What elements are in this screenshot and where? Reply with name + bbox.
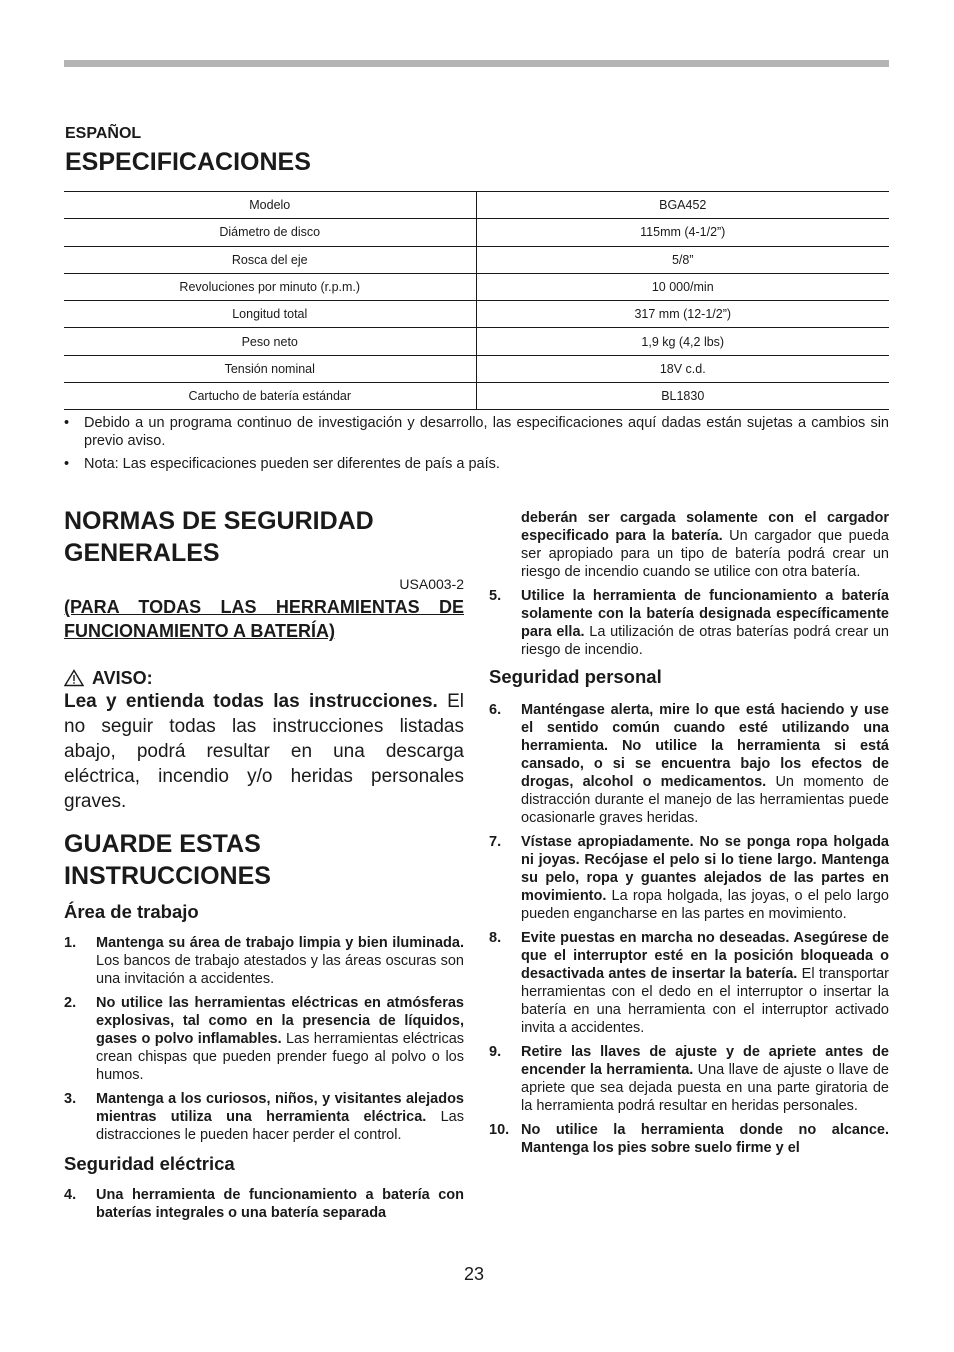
spec-value: BL1830	[476, 383, 889, 410]
seguridad-personal-heading: Seguridad personal	[489, 666, 662, 687]
item-text: Los bancos de trabajo atestados y las áreas oscuras son una invitación a accidentes.	[96, 953, 464, 987]
item-number: 8.	[489, 930, 502, 946]
item-number: 6.	[489, 702, 502, 718]
table-row	[64, 301, 889, 328]
specs-title: ESPECIFICACIONES	[65, 148, 311, 176]
spec-value: 18V c.d.	[476, 355, 889, 382]
list-item	[64, 934, 464, 988]
item-bold: Vístase apropiadamente. No se ponga ropa holgada ni joyas. Recójase el pelo si lo tiene largo. Mantenga su pelo, ropa y guantes alejados de las partes en movimiento.	[521, 834, 889, 904]
item-bold: Mantenga a los curiosos, niños, y visitantes alejados mientras utiliza una herramienta eléctrica.	[96, 1091, 464, 1125]
list-item	[489, 929, 889, 1037]
table-row	[64, 192, 889, 219]
item-number: 9.	[489, 1044, 502, 1060]
item-number: 3.	[64, 1091, 77, 1107]
guarde-title	[64, 828, 464, 892]
right-column	[489, 509, 889, 1163]
spec-label: Tensión nominal	[64, 355, 476, 382]
item-number: 2.	[64, 995, 77, 1011]
top-rule	[64, 60, 889, 67]
list-item	[64, 994, 464, 1084]
list-item	[64, 1186, 464, 1222]
page-number: 23	[464, 1264, 485, 1284]
warning-triangle-icon	[64, 669, 84, 687]
item-text: La utilización de otras baterías podrá crear un riesgo de incendio.	[521, 624, 889, 658]
language-label: ESPAÑOL	[65, 125, 142, 142]
aviso-label: AVISO:	[92, 668, 153, 688]
table-row	[64, 328, 889, 355]
spec-value: 317 mm (12-1/2”)	[476, 301, 889, 328]
item-bold: Utilice la herramienta de funcionamiento a batería solamente con la batería designada específicamente para ella.	[521, 588, 889, 640]
spec-value: 5/8”	[476, 246, 889, 273]
item-bold: No utilice las herramientas eléctricas en atmósferas explosivas, tal como en la presencia de líquidos, gases o polvo inflamables.	[96, 995, 464, 1047]
normas-title-line2: GENERALES	[64, 539, 220, 567]
normas-subtitle-line2: FUNCIONAMIENTO A BATERÍA)	[64, 621, 335, 641]
table-row	[64, 246, 889, 273]
list-item	[489, 587, 889, 659]
spec-label: Rosca del eje	[64, 246, 476, 273]
guarde-title-line1: GUARDE ESTAS	[64, 830, 261, 858]
list-item	[64, 1090, 464, 1144]
table-row	[64, 355, 889, 382]
table-row	[64, 219, 889, 246]
note-item	[64, 414, 889, 450]
item-text: Un momento de distracción durante el manejo de las herramientas puede ocasionarle graves heridas.	[521, 774, 889, 826]
item-text: Un cargador que pueda ser apropiado para un tipo de batería podrá crear un riesgo de incendio cuando se utilice con otra batería.	[521, 528, 889, 580]
document-code: USA003-2	[399, 576, 464, 592]
list-item	[489, 1043, 889, 1115]
item-number: 7.	[489, 834, 502, 850]
item-bold: Evite puestas en marcha no deseadas. Asegúrese de que el interruptor esté en la posición bloqueada o desactivada antes de insertar la batería.	[521, 930, 889, 982]
aviso-heading	[64, 667, 464, 689]
spec-value: BGA452	[476, 192, 889, 219]
item-number: 5.	[489, 588, 502, 604]
normas-title-line1: NORMAS DE SEGURIDAD	[64, 507, 374, 535]
spec-label: Peso neto	[64, 328, 476, 355]
spec-label: Modelo	[64, 192, 476, 219]
guarde-title-line2: INSTRUCCIONES	[64, 862, 271, 890]
item-bold: Retire las llaves de ajuste y de apriete antes de encender la herramienta.	[521, 1044, 889, 1078]
list-item-continuation	[489, 509, 889, 581]
area-trabajo-heading: Área de trabajo	[64, 901, 199, 922]
left-column	[64, 505, 464, 1228]
normas-subtitle-line1: (PARA TODAS LAS HERRAMIENTAS DE	[64, 597, 464, 617]
spec-value: 10 000/min	[476, 273, 889, 300]
item-text: El transportar herramientas con el dedo en el interruptor o insertar la batería en una herramienta con el interruptor activado invita a accidentes.	[521, 966, 889, 1036]
note-text: Nota: Las especificaciones pueden ser diferentes de país a país.	[84, 456, 500, 472]
list-item	[489, 1121, 889, 1157]
aviso-text	[64, 689, 464, 814]
bullet: •	[64, 456, 70, 472]
spec-label: Longitud total	[64, 301, 476, 328]
item-bold: No utilice la herramienta donde no alcance. Mantenga los pies sobre suelo firme y el	[521, 1122, 889, 1156]
bullet: •	[64, 415, 70, 431]
item-text: Las distracciones le pueden hacer perder el control.	[96, 1109, 464, 1143]
normas-title	[64, 505, 464, 569]
note-text: Debido a un programa continuo de investigación y desarrollo, las especificaciones aquí dadas están sujetas a cambios sin previo aviso.	[84, 415, 889, 449]
item-text: La ropa holgada, las joyas, o el pelo largo pueden engancharse en las partes en movimiento.	[521, 888, 889, 922]
item-number: 1.	[64, 935, 77, 951]
item-text: Las herramientas eléctricas crean chispas que pueden prender fuego al polvo o los humos.	[96, 1031, 465, 1083]
aviso-body: El no seguir todas las instrucciones listadas abajo, podrá resultar en una descarga eléctrica, incendio y/o heridas personales graves.	[64, 691, 464, 812]
item-bold: Mantenga su área de trabajo limpia y bien iluminada.	[96, 935, 464, 951]
spec-value: 1,9 kg (4,2 lbs)	[476, 328, 889, 355]
specs-notes	[64, 414, 889, 478]
item-bold: Una herramienta de funcionamiento a batería con baterías integrales o una batería separada	[96, 1187, 464, 1221]
item-bold: deberán ser cargada solamente con el cargador especificado para la batería.	[521, 510, 889, 544]
list-item	[489, 833, 889, 923]
note-item	[64, 455, 889, 473]
item-number: 10.	[489, 1122, 510, 1138]
seguridad-electrica-heading: Seguridad eléctrica	[64, 1153, 235, 1174]
spec-value: 115mm (4-1/2”)	[476, 219, 889, 246]
table-row	[64, 383, 889, 410]
spec-label: Revoluciones por minuto (r.p.m.)	[64, 273, 476, 300]
item-number: 4.	[64, 1187, 77, 1203]
spec-label: Cartucho de batería estándar	[64, 383, 476, 410]
table-row	[64, 273, 889, 300]
aviso-bold: Lea y entienda todas las instrucciones.	[64, 691, 438, 712]
specs-table	[64, 191, 889, 410]
spec-label: Diámetro de disco	[64, 219, 476, 246]
item-text: Una llave de ajuste o llave de apriete que sea dejada puesta en una parte giratoria de la herramienta podrá resultar en heridas personales.	[521, 1062, 889, 1114]
item-bold: Manténgase alerta, mire lo que está haciendo y use el sentido común cuando esté utilizando una herramienta. No utilice la herramienta si está cansado, o si se encuentra bajo los efectos de drogas, alcohol o medicamentos.	[521, 702, 889, 790]
list-item	[489, 701, 889, 827]
